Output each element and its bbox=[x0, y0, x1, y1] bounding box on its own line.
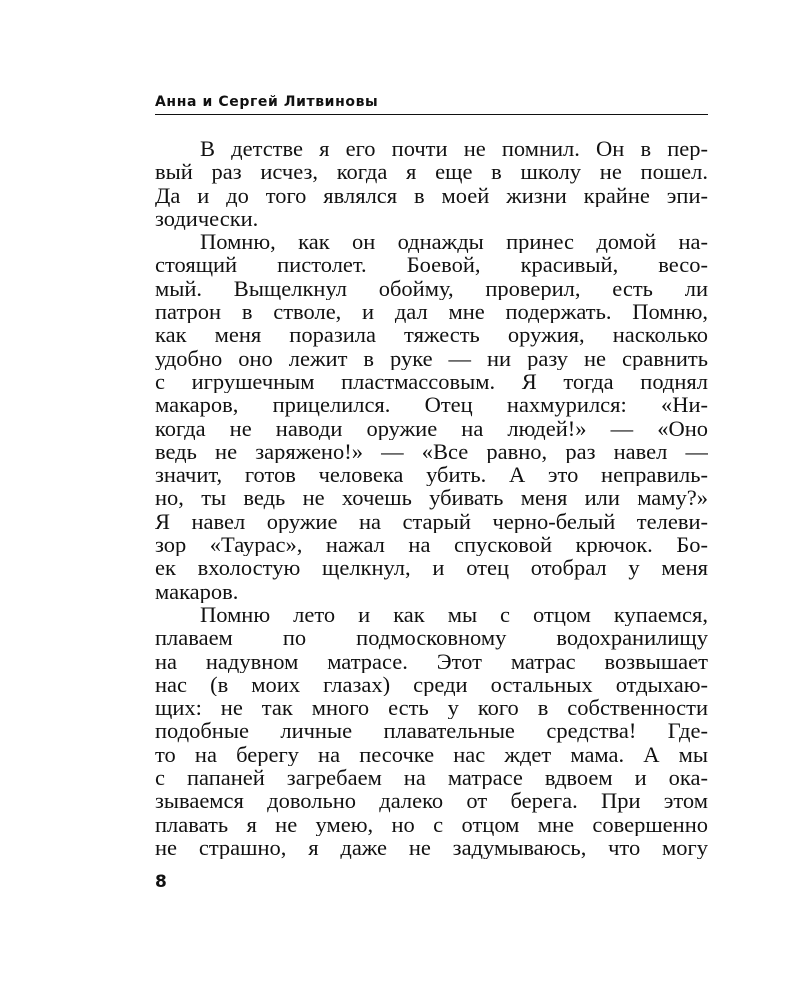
text-line: вый раз исчез, когда я еще в школу не пошел. bbox=[155, 160, 708, 184]
text-line: патрон в стволе, и дал мне подержать. Помню, bbox=[155, 300, 708, 324]
text-line: Я навел оружие на старый черно-белый телеви- bbox=[155, 509, 708, 534]
running-head-title: Анна и Сергей Литвиновы bbox=[155, 94, 379, 110]
text-line: зор «Таурас», нажал на спусковой крючок. Бо- bbox=[155, 533, 708, 557]
text-line: Помню лето и как мы с отцом купаемся, bbox=[200, 602, 708, 627]
text-line: макаров, прицелился. Отец нахмурился: «Ни- bbox=[155, 393, 708, 417]
text-line: плаваем по подмосковному водохранилищу bbox=[155, 626, 708, 650]
text-line: стоящий пистолет. Боевой, красивый, весо- bbox=[155, 253, 708, 277]
text-line: зываемся довольно далеко от берега. При этом bbox=[155, 789, 708, 813]
text-line: Да и до того являлся в моей жизни крайне эпи- bbox=[155, 183, 708, 207]
text-line: удобно оно лежит в руке — ни разу не сравнить bbox=[155, 346, 708, 370]
page-number: 8 bbox=[155, 872, 167, 892]
text-line: Помню, как он однажды принес домой на- bbox=[200, 230, 708, 254]
text-line: когда не наводи оружие на людей!» — «Оно bbox=[155, 416, 708, 440]
text-line: не страшно, я даже не задумываюсь, что могу bbox=[155, 835, 708, 860]
text-line: мый. Выщелкнул обойму, проверил, есть ли bbox=[155, 276, 708, 301]
page-body bbox=[155, 137, 708, 859]
text-line: как меня поразила тяжесть оружия, насколько bbox=[155, 323, 708, 347]
text-line: то на берегу на песочке нас ждет мама. А мы bbox=[155, 742, 708, 767]
text-line: макаров. bbox=[155, 579, 239, 603]
text-line: ведь не заряжено!» — «Все равно, раз навел — bbox=[155, 439, 708, 464]
paragraph-2 bbox=[155, 230, 708, 603]
text-line: нас (в моих глазах) среди остальных отдыхаю- bbox=[155, 672, 708, 697]
text-line: с папаней загребаем на матрасе вдвоем и ока- bbox=[155, 766, 708, 790]
paragraph-3 bbox=[155, 603, 708, 859]
text-line: значит, готов человека убить. А это неправиль- bbox=[155, 463, 708, 487]
text-line: В детстве я его почти не помнил. Он в пер- bbox=[200, 137, 708, 161]
text-line: плавать я не умею, но с отцом мне совершенно bbox=[155, 812, 708, 836]
text-line: подобные личные плавательные средства! Где- bbox=[155, 719, 708, 743]
text-line: щих: не так много есть у кого в собственности bbox=[155, 696, 708, 720]
text-line: но, ты ведь не хочешь убивать меня или маму?» bbox=[155, 486, 708, 510]
text-line: на надувном матрасе. Этот матрас возвышает bbox=[155, 649, 708, 673]
paragraph-1 bbox=[155, 137, 708, 230]
text-line: с игрушечным пластмассовым. Я тогда поднял bbox=[155, 369, 708, 394]
text-line: ек вхолостую щелкнул, и отец отобрал у меня bbox=[155, 556, 708, 580]
text-line: зодически. bbox=[155, 206, 259, 231]
header-rule bbox=[155, 114, 708, 115]
